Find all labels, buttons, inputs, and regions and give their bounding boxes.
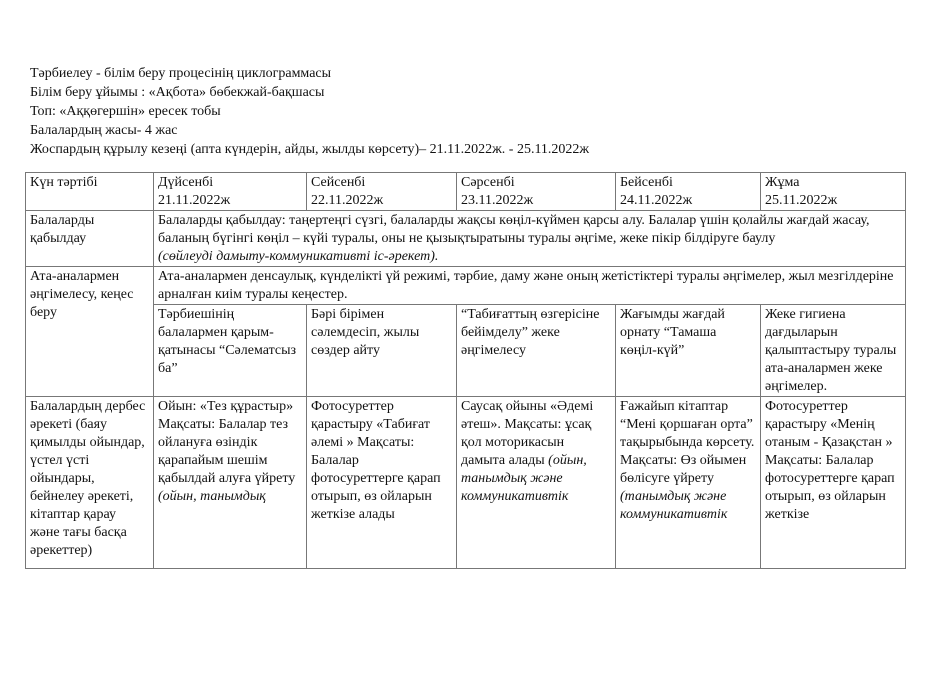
row-label-parents: Ата-аналармен әңгімелесу, кеңес беру [26,267,154,397]
period-line: Жоспардың құрылу кезеңі (апта күндерін, айды, жылды көрсету)– 21.11.2022ж. - 25.11.2022ж [30,142,590,157]
parents-cell-monday: Тәрбиешінің балалармен қарым-қатынасы “Сәлематсыз ба” [154,305,307,397]
row-label-activity: Балалардың дербес әрекеті (баяу қимылды ойындар, үстел үсті ойындары, бейнелеу әрекеті, кітаптар қарау және тағы басқа әрекеттер) [26,397,154,569]
doc-title: Тәрбиелеу - білім беру процесінің циклограммасы [30,66,332,81]
activity-cell-monday: Ойын: «Тез құрастыр» Мақсаты: Балалар тез ойлануға өзіндік қарапайым шешім қабылдай алуға үйрету (ойын, танымдық [154,397,307,569]
organization-line: Білім беру ұйымы : «Ақбота» бөбекжай-бақшасы [30,85,325,100]
header-cell-wednesday: Сәрсенбі 23.11.2022ж [457,173,616,211]
table-row-activity [26,397,906,569]
reception-note: (сөйлеуді дамыту-коммуникативті іс-әрекет). [158,249,439,264]
activity-cell-friday: Фотосуреттер қарастыру «Менің отаным - Қазақстан » Мақсаты: Балалар фотосуреттерге қарап отырып, өз ойларын жеткізе [761,397,906,569]
parents-cell-tuesday: Бәрі бірімен сәлемдесіп, жылы сөздер айту [307,305,457,397]
age-line: Балалардың жасы- 4 жас [30,123,178,138]
reception-text-cell: Балаларды қабылдау: таңертеңгі сүзгі, балаларды жақсы көңіл-күймен қарсы алу. Балалар үшін қолайлы жағдай жасау, баланың бүгінгі көңіл – күйі туралы, оны не қызықтыратыны туралы әңгіме, жеке пікір білдіруге баулу (сөйлеуді дамыту-коммуникативті іс-әрекет). [154,211,906,267]
header-cell-schedule: Күн тәртібі [26,173,154,211]
table-row-parents [26,267,906,305]
activity-cell-wednesday: Саусақ ойыны «Әдемі әтеш». Мақсаты: ұсақ қол моторикасын дамыта алады (ойын, танымдық және коммуникативтік [457,397,616,569]
header-cell-monday: Дүйсенбі 21.11.2022ж [154,173,307,211]
table-row-reception [26,211,906,267]
parents-cell-thursday: Жағымды жағдай орнату “Тамаша көңіл-күй” [616,305,761,397]
table-header-row [26,173,906,211]
document-header [30,64,910,159]
cyclogram-table [25,172,906,569]
parents-cell-wednesday: “Табиғаттың өзгерісіне бейімделу” жеке әңгімелесу [457,305,616,397]
header-cell-tuesday: Сейсенбі 22.11.2022ж [307,173,457,211]
activity-cell-tuesday: Фотосуреттер қарастыру «Табиғат әлемі » Мақсаты: Балалар фотосуреттерге қарап отырып, өз ойларын жеткізе алады [307,397,457,569]
parents-text-cell: Ата-аналармен денсаулық, күнделікті үй режимі, тәрбие, даму және оның жетістіктері туралы әңгімелер, жыл мезгілдеріне арналған киім туралы кеңестер. [154,267,906,305]
group-line: Топ: «Аққөгершін» ересек тобы [30,104,221,119]
header-cell-friday: Жұма 25.11.2022ж [761,173,906,211]
header-cell-thursday: Бейсенбі 24.11.2022ж [616,173,761,211]
table-row-parents-days [26,305,906,397]
row-label-reception: Балаларды қабылдау [26,211,154,267]
activity-cell-thursday: Ғажайып кітаптар “Мені қоршаған орта” тақырыбында көрсету. Мақсаты: Өз ойымен бөлісуге үйрету (танымдық және коммуникативтік [616,397,761,569]
parents-cell-friday: Жеке гигиена дағдыларын қалыптастыру туралы ата-аналармен жеке әңгімелер. [761,305,906,397]
